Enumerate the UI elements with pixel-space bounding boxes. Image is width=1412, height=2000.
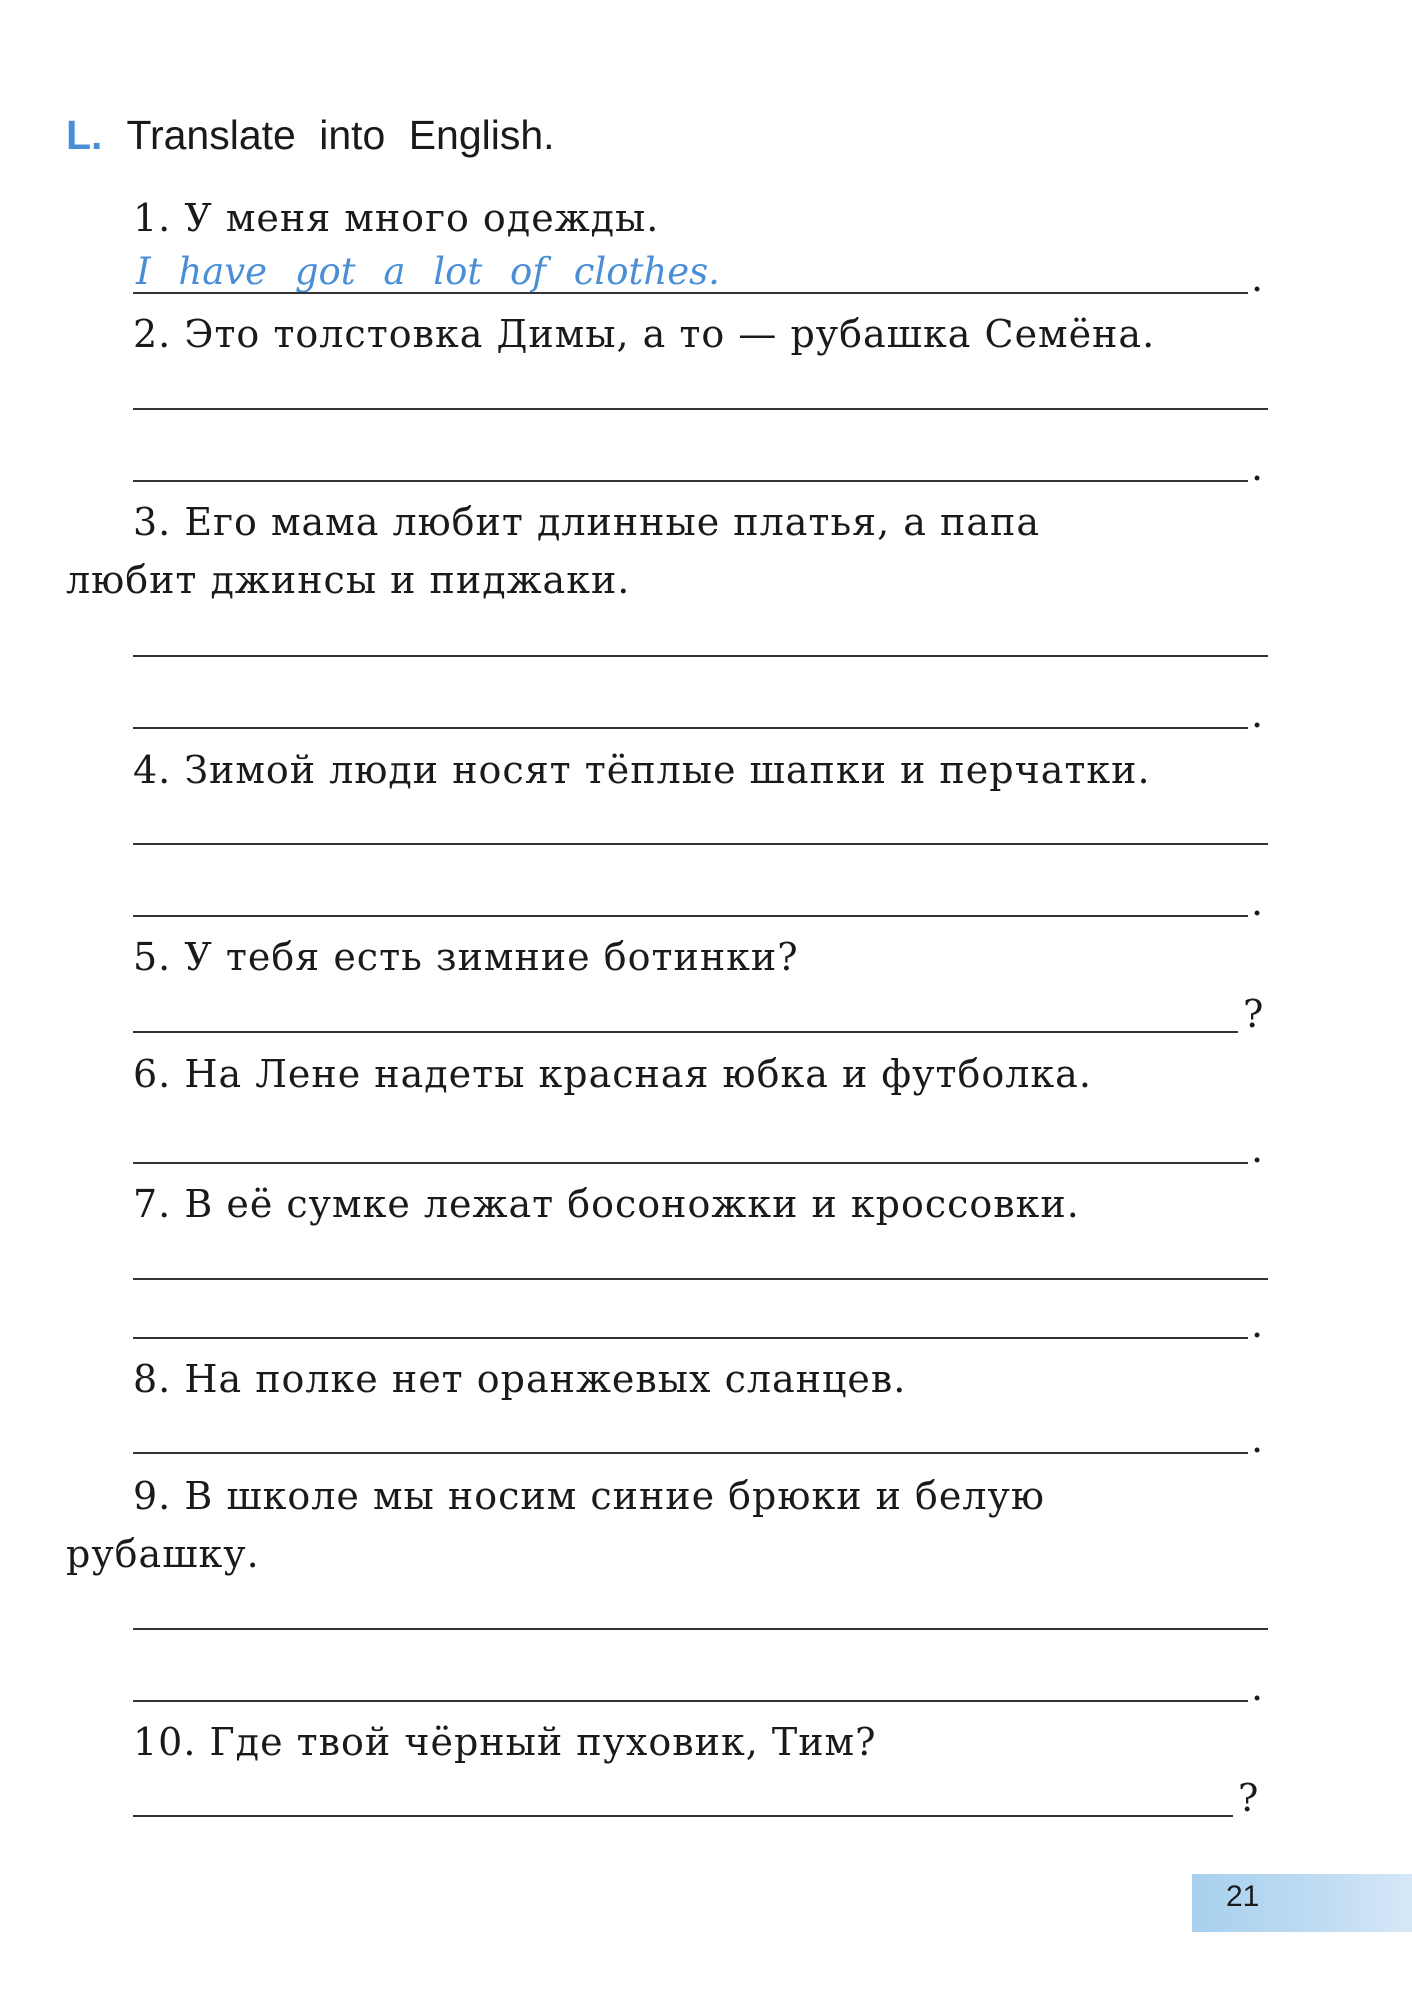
sentence-8: 8. На полке нет оранжевых сланцев. bbox=[133, 1357, 907, 1401]
sentence-6: 6. На Лене надеты красная юбка и футболка. bbox=[133, 1052, 1092, 1096]
answer-line-4b[interactable] bbox=[133, 915, 1248, 917]
answer-line-10[interactable] bbox=[133, 1815, 1233, 1817]
answer-line-3b[interactable] bbox=[133, 727, 1248, 729]
sentence-5: 5. У тебя есть зимние ботинки? bbox=[133, 935, 799, 979]
end-question-10: ? bbox=[1238, 1776, 1259, 1820]
end-period-3: . bbox=[1251, 692, 1264, 736]
sentence-4: 4. Зимой люди носят тёплые шапки и перчатки. bbox=[133, 748, 1151, 792]
answer-line-6[interactable] bbox=[133, 1162, 1248, 1164]
answer-line-4a[interactable] bbox=[133, 843, 1268, 845]
end-period-9: . bbox=[1251, 1665, 1264, 1709]
answer-line-3a[interactable] bbox=[133, 655, 1268, 657]
answer-line-9a[interactable] bbox=[133, 1628, 1268, 1630]
sentence-3-cont: любит джинсы и пиджаки. bbox=[66, 558, 631, 602]
sentence-9-cont: рубашку. bbox=[66, 1532, 260, 1576]
exercise-letter: L. bbox=[66, 112, 103, 158]
end-period-2: . bbox=[1251, 445, 1264, 489]
end-period-1: . bbox=[1251, 256, 1264, 300]
sentence-10: 10. Где твой чёрный пуховик, Тим? bbox=[133, 1720, 877, 1764]
answer-line-9b[interactable] bbox=[133, 1700, 1248, 1702]
page-number-badge bbox=[1192, 1874, 1412, 1932]
end-period-7: . bbox=[1251, 1302, 1264, 1346]
end-period-4: . bbox=[1251, 880, 1264, 924]
answer-line-5[interactable] bbox=[133, 1031, 1238, 1033]
sentence-3: 3. Его мама любит длинные платья, а папа bbox=[133, 500, 1040, 544]
answer-line-7a[interactable] bbox=[133, 1278, 1268, 1280]
sentence-1: 1. У меня много одежды. bbox=[133, 196, 660, 240]
answer-line-2a[interactable] bbox=[133, 408, 1268, 410]
page-number: 21 bbox=[1226, 1880, 1260, 1913]
answer-line-7b[interactable] bbox=[133, 1337, 1248, 1339]
sentence-9: 9. В школе мы носим синие брюки и белую bbox=[133, 1474, 1045, 1518]
end-period-8: . bbox=[1251, 1417, 1264, 1461]
answer-line-1[interactable] bbox=[133, 292, 1248, 294]
answer-line-2b[interactable] bbox=[133, 480, 1248, 482]
end-question-5: ? bbox=[1243, 992, 1264, 1036]
end-period-6: . bbox=[1251, 1127, 1264, 1171]
answer-line-8[interactable] bbox=[133, 1452, 1248, 1454]
exercise-heading bbox=[66, 112, 555, 159]
exercise-title: Translate into English. bbox=[126, 112, 555, 158]
sentence-2: 2. Это толстовка Димы, а то — рубашка Семёна. bbox=[133, 312, 1156, 356]
example-answer: I have got a lot of clothes. bbox=[136, 250, 720, 293]
sentence-7: 7. В её сумке лежат босоножки и кроссовки. bbox=[133, 1182, 1080, 1226]
